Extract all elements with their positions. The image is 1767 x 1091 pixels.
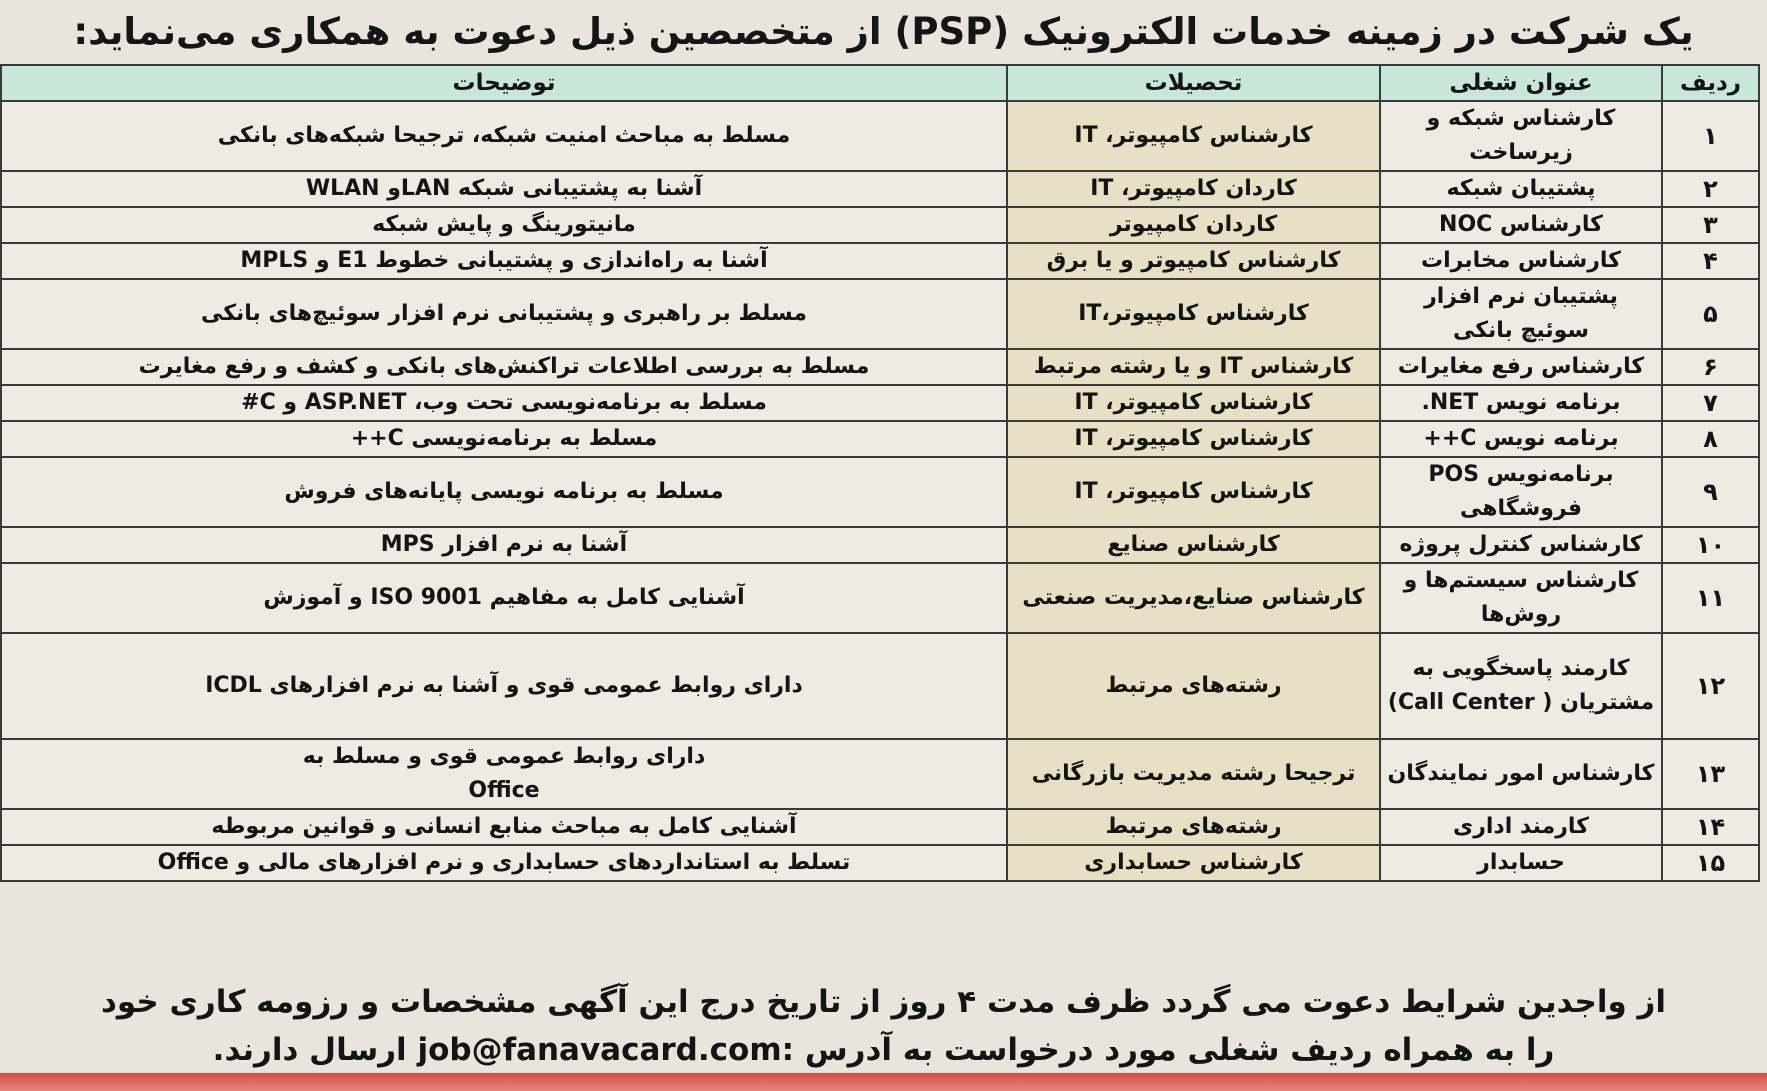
description: مسلط به بررسی اطلاعات تراکنش‌های بانکی و کشف و رفع مغایرت	[1, 349, 1007, 385]
description: آشنایی کامل به مباحث منابع انسانی و قوانین مربوطه	[1, 809, 1007, 845]
job-title: کارشناس سیستم‌ها و روش‌ها	[1380, 563, 1662, 633]
description: مسلط به برنامه‌نویسی تحت وب، ASP.NET و C#	[1, 385, 1007, 421]
education: کارشناس IT و یا رشته مرتبط	[1007, 349, 1380, 385]
table-row	[1, 563, 1759, 633]
description: دارای روابط عمومی قوی و آشنا به نرم افزارهای ICDL	[1, 633, 1007, 739]
row-number: ۱۲	[1662, 633, 1759, 739]
decorative-bottom-band	[0, 1073, 1767, 1091]
table-row	[1, 809, 1759, 845]
table-row	[1, 845, 1759, 881]
education: کاردان کامپیوتر، IT	[1007, 171, 1380, 207]
table-row	[1, 101, 1759, 171]
job-title: کارمند پاسخگویی به مشتریان ( Call Center)	[1380, 633, 1662, 739]
description: دارای روابط عمومی قوی و مسلط به Office	[1, 739, 1007, 809]
education: رشته‌های مرتبط	[1007, 809, 1380, 845]
table-row	[1, 279, 1759, 349]
row-number: ۱۱	[1662, 563, 1759, 633]
header-education: تحصیلات	[1007, 65, 1380, 101]
description: آشنا به راه‌اندازی و پشتیبانی خطوط E1 و MPLS	[1, 243, 1007, 279]
education: کارشناس کامپیوتر، IT	[1007, 385, 1380, 421]
description: مسلط به برنامه‌نویسی C++	[1, 421, 1007, 457]
description: مسلط بر راهبری و پشتیبانی نرم افزار سوئیچ‌های بانکی	[1, 279, 1007, 349]
education: کارشناس کامپیوتر و یا برق	[1007, 243, 1380, 279]
education: کارشناس کامپیوتر،IT	[1007, 279, 1380, 349]
row-number: ۳	[1662, 207, 1759, 243]
footer-line-1: از واجدین شرایط دعوت می گردد ظرف مدت ۴ روز از تاریخ درج این آگهی مشخصات و رزومه کاری خود	[100, 984, 1666, 1020]
row-number: ۱۵	[1662, 845, 1759, 881]
jobs-table	[0, 64, 1760, 882]
job-title: کارشناس امور نمایندگان	[1380, 739, 1662, 809]
job-title: برنامه‌نویس POS فروشگاهی	[1380, 457, 1662, 527]
education: رشته‌های مرتبط	[1007, 633, 1380, 739]
description: مانیتورینگ و پایش شبکه	[1, 207, 1007, 243]
education: کارشناس صنایع،مدیریت صنعتی	[1007, 563, 1380, 633]
header-job-title: عنوان شغلی	[1380, 65, 1662, 101]
description: آشنایی کامل به مفاهیم ISO 9001 و آموزش	[1, 563, 1007, 633]
table-row	[1, 349, 1759, 385]
ad-headline: یک شرکت در زمینه خدمات الکترونیک (PSP) از متخصصین ذیل دعوت به همکاری می‌نماید:	[73, 10, 1694, 53]
row-number: ۶	[1662, 349, 1759, 385]
row-number: ۲	[1662, 171, 1759, 207]
education: کاردان کامپیوتر	[1007, 207, 1380, 243]
job-title: کارشناس مخابرات	[1380, 243, 1662, 279]
table-row	[1, 421, 1759, 457]
table-row	[1, 633, 1759, 739]
table-row	[1, 171, 1759, 207]
row-number: ۱۴	[1662, 809, 1759, 845]
table-header-row	[1, 65, 1759, 101]
table-row	[1, 243, 1759, 279]
table-row	[1, 385, 1759, 421]
description: آشنا به نرم افزار MPS	[1, 527, 1007, 563]
job-title: برنامه نویس NET.	[1380, 385, 1662, 421]
education: ترجیحا رشته مدیریت بازرگانی	[1007, 739, 1380, 809]
education: کارشناس کامپیوتر، IT	[1007, 101, 1380, 171]
table-row	[1, 527, 1759, 563]
row-number: ۵	[1662, 279, 1759, 349]
header-row-number: ردیف	[1662, 65, 1759, 101]
job-title: کارشناس NOC	[1380, 207, 1662, 243]
table-row	[1, 457, 1759, 527]
job-title: پشتیبان نرم افزار سوئیچ بانکی	[1380, 279, 1662, 349]
education: کارشناس کامپیوتر، IT	[1007, 421, 1380, 457]
job-title: برنامه نویس C++	[1380, 421, 1662, 457]
description: مسلط به مباحث امنیت شبکه، ترجیحا شبکه‌های بانکی	[1, 101, 1007, 171]
job-title: کارشناس رفع مغایرات	[1380, 349, 1662, 385]
row-number: ۱۰	[1662, 527, 1759, 563]
footer-line-2: را به همراه ردیف شغلی مورد درخواست به آدرس :job@fanavacard.com ارسال دارند.	[212, 1032, 1555, 1068]
table-row	[1, 739, 1759, 809]
job-title: کارشناس کنترل پروژه	[1380, 527, 1662, 563]
job-title: پشتیبان شبکه	[1380, 171, 1662, 207]
description: آشنا به پشتیبانی شبکه LANو WLAN	[1, 171, 1007, 207]
description: تسلط به استانداردهای حسابداری و نرم افزارهای مالی و Office	[1, 845, 1007, 881]
job-title: حسابدار	[1380, 845, 1662, 881]
row-number: ۱۳	[1662, 739, 1759, 809]
row-number: ۴	[1662, 243, 1759, 279]
footer-note	[0, 978, 1767, 1074]
row-number: ۹	[1662, 457, 1759, 527]
table-row	[1, 207, 1759, 243]
row-number: ۸	[1662, 421, 1759, 457]
description: مسلط به برنامه نویسی پایانه‌های فروش	[1, 457, 1007, 527]
row-number: ۱	[1662, 101, 1759, 171]
job-title: کارمند اداری	[1380, 809, 1662, 845]
job-title: کارشناس شبکه و زیرساخت	[1380, 101, 1662, 171]
education: کارشناس کامپیوتر، IT	[1007, 457, 1380, 527]
row-number: ۷	[1662, 385, 1759, 421]
education: کارشناس صنایع	[1007, 527, 1380, 563]
education: کارشناس حسابداری	[1007, 845, 1380, 881]
header-description: توضیحات	[1, 65, 1007, 101]
